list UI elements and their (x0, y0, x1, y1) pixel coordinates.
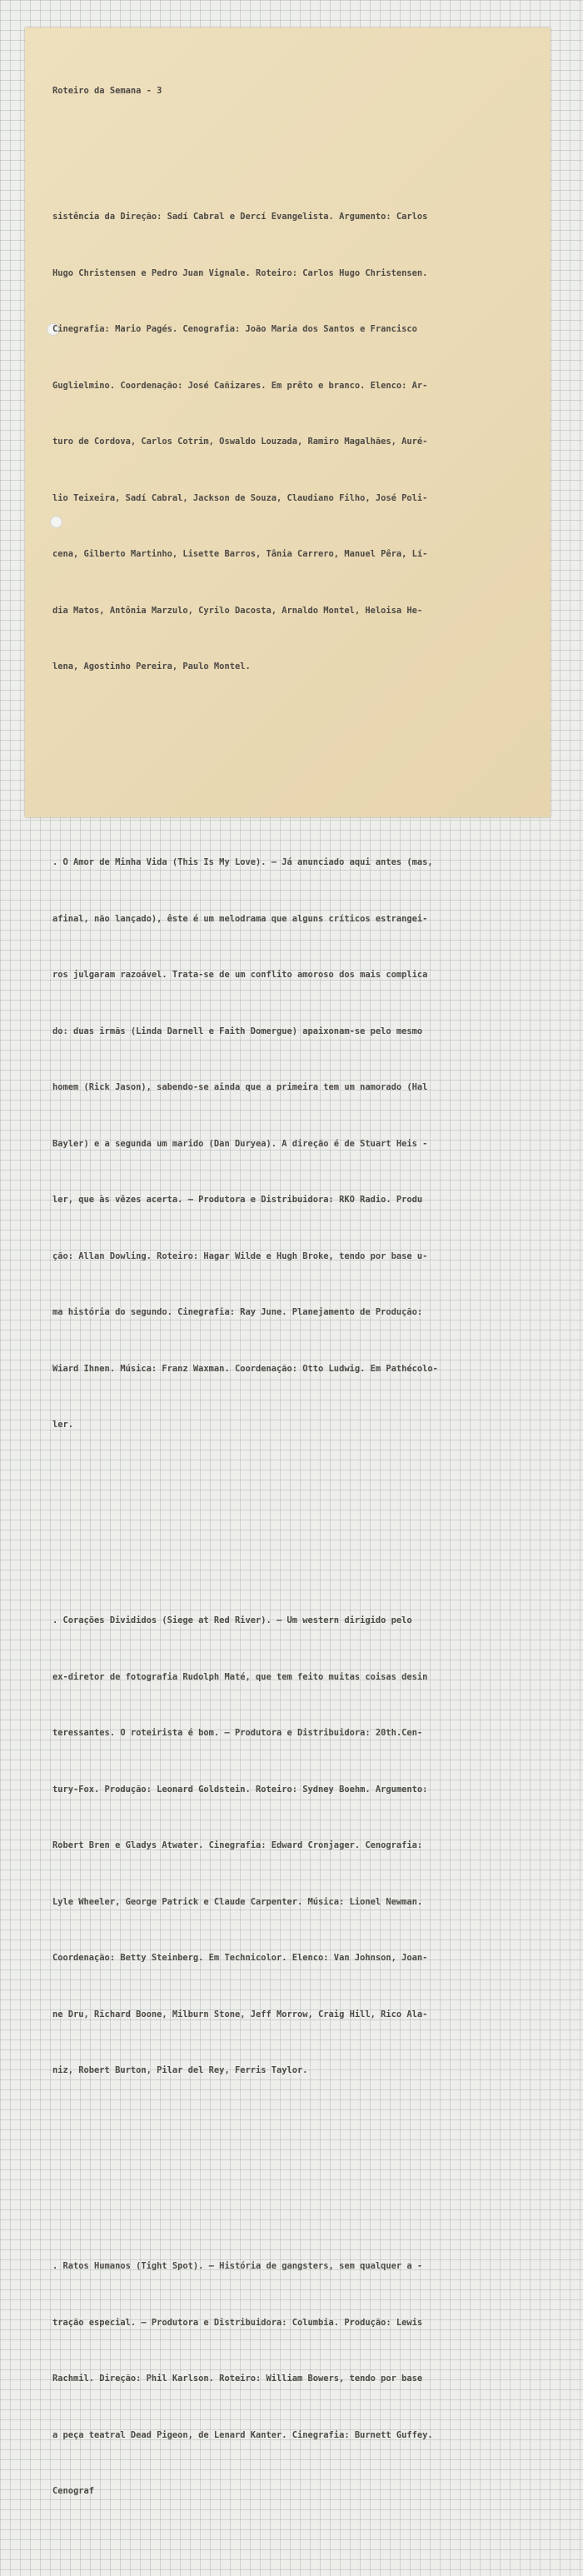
text-line: tração especial. — Produtora e Distribuidora: Columbia. Produção: Lewis (52, 2317, 423, 2328)
text-line: dia Matos, Antônia Marzulo, Cyrilo Dacosta, Arnaldo Montel, Heloisa He- (52, 605, 423, 616)
text-line: Lyle Wheeler, George Patrick e Claude Carpenter. Música: Lionel Newman. (52, 1896, 423, 1907)
paragraph-coracoes-divididos (52, 1574, 536, 2118)
text-line: turo de Cordova, Carlos Cotrim, Oswaldo Louzada, Ramiro Magalhães, Auré- (52, 437, 428, 447)
typewritten-page (25, 27, 551, 2496)
text-line: Cinegrafia: Mario Pagés. Cenografia: João Maria dos Santos e Francisco (52, 324, 417, 334)
text-line: lio Teixeira, Sadí Cabral, Jackson de Souza, Claudiano Filho, José Poli- (52, 492, 428, 503)
text-line: . O Amor de Minha Vida (This Is My Love). — Já anunciado aqui antes (mas, (52, 857, 433, 867)
text-line: afinal, não lançado), êste é um melodrama que alguns críticos estrangei- (52, 913, 428, 924)
text-line: . Corações Divididos (Siege at Red River). — Um western dirigido pelo (52, 1615, 412, 1625)
text-line: ne Dru, Richard Boone, Milburn Stone, Jeff Morrow, Craig Hill, Rico Ala- (52, 2009, 428, 2019)
text-line: Robert Bren e Gladys Atwater. Cinegrafia: Edward Cronjager. Cenografia: (52, 1840, 423, 1850)
page-header: Roteiro da Semana - 3 (52, 86, 162, 96)
text-line: ção: Allan Dowling. Roteiro: Hagar Wilde e Hugh Broke, tendo por base u- (52, 1251, 428, 1261)
text-line: ma história do segundo. Cinegrafia: Ray June. Planejamento de Produção: (52, 1307, 423, 1317)
text-line: ex-diretor de fotografia Rudolph Maté, que tem feito muitas coisas desin (52, 1671, 428, 1682)
text-line: niz, Robert Burton, Pilar del Rey, Ferris Taylor. (52, 2065, 308, 2075)
page-text (52, 44, 536, 2576)
text-line: Wiard Ihnen. Música: Franz Waxman. Coordenação: Otto Ludwig. Em Pathécolo- (52, 1363, 438, 1374)
text-line: Hugo Christensen e Pedro Juan Vignale. Roteiro: Carlos Hugo Christensen. (52, 267, 428, 278)
paragraph-ratos-humanos (52, 2219, 536, 2539)
text-line: tury-Fox. Produção: Leonard Goldstein. Roteiro: Sydney Boehm. Argumento: (52, 1784, 428, 1795)
text-line: Guglielmino. Coordenação: José Cañizares. Em prêto e branco. Elenco: Ar- (52, 380, 428, 391)
text-line: do: duas irmãs (Linda Darnell e Faith Domergue) apaixonam-se pelo mesmo (52, 1026, 423, 1036)
text-line: Coordenação: Betty Steinberg. Em Technicolor. Elenco: Van Johnson, Joan- (52, 1953, 428, 1963)
text-line: homem (Rick Jason), sabendo-se ainda que a primeira tem um namorado (Hal (52, 1082, 428, 1092)
paragraph-o-amor-de-minha-vida (52, 816, 536, 1472)
text-line: Rachmil. Direção: Phil Karlson. Roteiro: William Bowers, tendo por base (52, 2374, 423, 2384)
text-line: sistência da Direção: Sadí Cabral e Dercí Evangelista. Argumento: Carlos (52, 212, 428, 222)
paragraph-credits-continued (52, 170, 536, 714)
text-line: a peça teatral Dead Pigeon, de Lenard Kanter. Cinegrafia: Burnett Guffey. (52, 2429, 433, 2440)
text-line: lena, Agostinho Pereira, Paulo Montel. (52, 661, 251, 671)
text-line: ler. (52, 1420, 74, 1430)
text-line: . Ratos Humanos (Tight Spot). — História de gangsters, sem qualquer a - (52, 2261, 423, 2271)
text-line: ros julgaram razoável. Trata-se de um conflito amoroso dos mais complica (52, 970, 428, 980)
text-line: teressantes. O roteirista é bom. — Produtora e Distribuidora: 20th.Cen- (52, 1728, 423, 1738)
text-line: Bayler) e a segunda um marido (Dan Duryea). A direção é de Stuart Heis - (52, 1138, 428, 1149)
text-line: cena, Gilberto Martinho, Lisette Barros, Tânia Carrero, Manuel Pêra, Lí- (52, 549, 428, 559)
text-line: Cenograf (52, 2486, 95, 2496)
text-line: ler, que às vêzes acerta. — Produtora e Distribuidora: RKO Radio. Produ (52, 1195, 423, 1205)
